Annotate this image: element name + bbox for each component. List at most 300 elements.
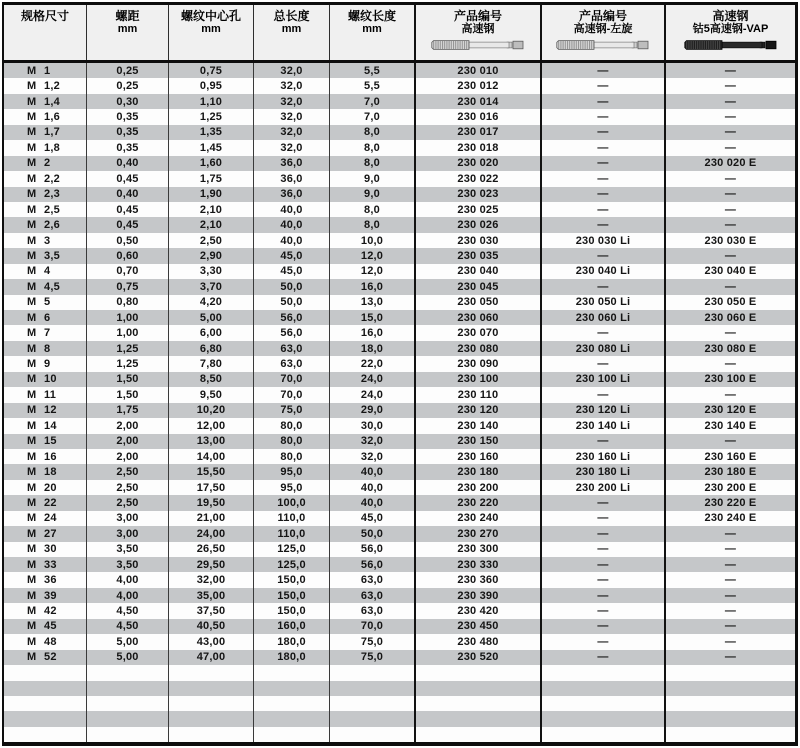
value-cell xyxy=(168,665,253,680)
value-cell: 230 045 xyxy=(414,279,540,294)
header-label: 产品编号 xyxy=(578,9,627,23)
value-cell: 32,0 xyxy=(253,94,329,109)
value-cell: 24,00 xyxy=(168,526,253,541)
table-row xyxy=(4,403,795,418)
value-cell: 9,0 xyxy=(329,171,414,186)
table-row xyxy=(4,603,795,618)
tap-tool-light-icon xyxy=(556,39,650,51)
spec-prefix: M xyxy=(27,111,37,124)
spec-cell xyxy=(4,711,86,726)
value-cell: — xyxy=(540,63,664,78)
spec-prefix: M xyxy=(27,574,37,587)
spec-prefix: M xyxy=(27,558,37,571)
table-row xyxy=(4,217,795,232)
value-cell: 24,0 xyxy=(329,372,414,387)
value-cell: 12,0 xyxy=(329,264,414,279)
spec-prefix: M xyxy=(27,496,37,509)
header-product-hss xyxy=(414,5,540,60)
spec-prefix: M xyxy=(27,265,37,278)
table-row xyxy=(4,248,795,263)
value-cell: 230 240 E xyxy=(664,511,795,526)
value-cell: 110,0 xyxy=(253,511,329,526)
table-row xyxy=(4,681,795,696)
spec-number: 45 xyxy=(44,620,57,633)
value-cell: 63,0 xyxy=(329,588,414,603)
spec-number: 36 xyxy=(44,574,57,587)
value-cell: 1,35 xyxy=(168,125,253,140)
spec-cell xyxy=(4,542,86,557)
value-cell: — xyxy=(664,526,795,541)
table-row xyxy=(4,109,795,124)
spec-cell xyxy=(4,619,86,634)
spec-number: 39 xyxy=(44,589,57,602)
value-cell: 7,0 xyxy=(329,109,414,124)
value-cell: 8,0 xyxy=(329,140,414,155)
spec-cell xyxy=(4,572,86,587)
value-cell: 32,0 xyxy=(253,63,329,78)
value-cell: — xyxy=(540,619,664,634)
value-cell xyxy=(253,665,329,680)
value-cell: — xyxy=(664,387,795,402)
value-cell: 35,00 xyxy=(168,588,253,603)
value-cell: 21,00 xyxy=(168,511,253,526)
value-cell: 10,20 xyxy=(168,403,253,418)
tap-tool-dark-icon xyxy=(684,39,778,51)
value-cell: — xyxy=(664,125,795,140)
value-cell xyxy=(414,711,540,726)
value-cell: 150,0 xyxy=(253,603,329,618)
spec-cell xyxy=(4,171,86,186)
value-cell: 26,50 xyxy=(168,542,253,557)
value-cell: 230 030 xyxy=(414,233,540,248)
value-cell: — xyxy=(540,495,664,510)
value-cell: 80,0 xyxy=(253,434,329,449)
spec-prefix: M xyxy=(27,543,37,556)
header-product-hss-left xyxy=(540,5,664,60)
header-unit: mm xyxy=(281,23,302,35)
value-cell: 0,25 xyxy=(86,78,168,93)
value-cell: — xyxy=(664,94,795,109)
tap-tool-light-icon xyxy=(431,39,525,51)
value-cell: 2,50 xyxy=(86,495,168,510)
value-cell: 32,0 xyxy=(329,449,414,464)
value-cell: 0,95 xyxy=(168,78,253,93)
value-cell: 230 090 xyxy=(414,356,540,371)
value-cell: 7,0 xyxy=(329,94,414,109)
value-cell: 3,70 xyxy=(168,279,253,294)
value-cell xyxy=(329,665,414,680)
value-cell: 230 060 xyxy=(414,310,540,325)
spec-prefix: M xyxy=(27,605,37,618)
spec-cell xyxy=(4,140,86,155)
table-row xyxy=(4,78,795,93)
value-cell: — xyxy=(664,140,795,155)
value-cell: 70,0 xyxy=(253,372,329,387)
table-row xyxy=(4,572,795,587)
value-cell: 0,70 xyxy=(86,264,168,279)
spec-cell xyxy=(4,387,86,402)
spec-number: 18 xyxy=(44,466,57,479)
value-cell: 1,75 xyxy=(86,403,168,418)
spec-prefix: M xyxy=(27,419,37,432)
value-cell: — xyxy=(540,187,664,202)
value-cell: 45,0 xyxy=(253,264,329,279)
value-cell: 15,50 xyxy=(168,464,253,479)
value-cell: 56,0 xyxy=(253,310,329,325)
spec-cell xyxy=(4,418,86,433)
value-cell: 40,0 xyxy=(329,495,414,510)
value-cell: — xyxy=(664,109,795,124)
spec-cell xyxy=(4,495,86,510)
spec-number: 1,6 xyxy=(44,111,60,124)
spec-cell xyxy=(4,603,86,618)
value-cell: 14,00 xyxy=(168,449,253,464)
value-cell: 230 160 xyxy=(414,449,540,464)
table-row xyxy=(4,696,795,711)
value-cell: 0,35 xyxy=(86,140,168,155)
value-cell: 230 200 xyxy=(414,480,540,495)
table-row xyxy=(4,588,795,603)
value-cell: 95,0 xyxy=(253,464,329,479)
spec-prefix: M xyxy=(27,481,37,494)
table-row xyxy=(4,94,795,109)
value-cell: — xyxy=(664,202,795,217)
value-cell: 95,0 xyxy=(253,480,329,495)
spec-cell xyxy=(4,681,86,696)
spec-prefix: M xyxy=(27,249,37,262)
value-cell: 18,0 xyxy=(329,341,414,356)
value-cell xyxy=(329,696,414,711)
table-row xyxy=(4,295,795,310)
value-cell: — xyxy=(664,434,795,449)
value-cell: — xyxy=(540,78,664,93)
value-cell: — xyxy=(540,387,664,402)
value-cell: — xyxy=(540,140,664,155)
spec-number: 1,4 xyxy=(44,95,60,108)
value-cell: 8,0 xyxy=(329,156,414,171)
value-cell: 29,0 xyxy=(329,403,414,418)
spec-number: 4,5 xyxy=(44,280,60,293)
value-cell: 0,35 xyxy=(86,125,168,140)
spec-number: 12 xyxy=(44,404,57,417)
value-cell: 0,30 xyxy=(86,94,168,109)
value-cell: — xyxy=(540,434,664,449)
value-cell: 230 110 xyxy=(414,387,540,402)
value-cell: 63,0 xyxy=(253,341,329,356)
spec-number: 2 xyxy=(44,157,51,170)
table-row xyxy=(4,449,795,464)
value-cell: 4,20 xyxy=(168,295,253,310)
value-cell: 125,0 xyxy=(253,542,329,557)
spec-cell xyxy=(4,696,86,711)
value-cell: 230 030 Li xyxy=(540,233,664,248)
value-cell: 230 330 xyxy=(414,557,540,572)
spec-cell xyxy=(4,665,86,680)
spec-table xyxy=(2,2,798,746)
value-cell: 2,50 xyxy=(86,480,168,495)
spec-cell xyxy=(4,310,86,325)
spec-cell xyxy=(4,356,86,371)
spec-number: 1,8 xyxy=(44,141,60,154)
value-cell xyxy=(253,727,329,742)
value-cell: 3,00 xyxy=(86,511,168,526)
value-cell: 56,0 xyxy=(329,542,414,557)
value-cell: 0,45 xyxy=(86,217,168,232)
value-cell: 230 020 xyxy=(414,156,540,171)
value-cell: 230 030 E xyxy=(664,233,795,248)
value-cell: 1,25 xyxy=(168,109,253,124)
header-label: 螺距 xyxy=(115,9,140,23)
spec-prefix: M xyxy=(27,188,37,201)
value-cell: — xyxy=(664,248,795,263)
table-row xyxy=(4,156,795,171)
spec-number: 30 xyxy=(44,543,57,556)
value-cell: 40,50 xyxy=(168,619,253,634)
table-row xyxy=(4,341,795,356)
spec-prefix: M xyxy=(27,388,37,401)
header-label: 总长度 xyxy=(273,9,310,23)
value-cell: 5,5 xyxy=(329,63,414,78)
value-cell: 17,50 xyxy=(168,480,253,495)
spec-cell xyxy=(4,480,86,495)
spec-number: 1,7 xyxy=(44,126,60,139)
value-cell: — xyxy=(540,279,664,294)
value-cell xyxy=(414,696,540,711)
value-cell: 230 020 E xyxy=(664,156,795,171)
value-cell: 40,0 xyxy=(329,480,414,495)
value-cell: 30,0 xyxy=(329,418,414,433)
value-cell: — xyxy=(540,557,664,572)
value-cell xyxy=(329,727,414,742)
value-cell: 0,60 xyxy=(86,248,168,263)
table-row xyxy=(4,387,795,402)
value-cell: 150,0 xyxy=(253,572,329,587)
table-row xyxy=(4,511,795,526)
value-cell: 0,50 xyxy=(86,233,168,248)
spec-number: 7 xyxy=(44,327,51,340)
value-cell: — xyxy=(664,325,795,340)
value-cell: — xyxy=(664,557,795,572)
value-cell: 24,0 xyxy=(329,387,414,402)
value-cell: 230 025 xyxy=(414,202,540,217)
value-cell: — xyxy=(540,572,664,587)
value-cell: 0,75 xyxy=(168,63,253,78)
value-cell: 50,0 xyxy=(253,295,329,310)
spec-prefix: M xyxy=(27,512,37,525)
value-cell: 8,0 xyxy=(329,217,414,232)
spec-prefix: M xyxy=(27,651,37,664)
value-cell: 80,0 xyxy=(253,449,329,464)
value-cell: 12,00 xyxy=(168,418,253,433)
value-cell: 1,75 xyxy=(168,171,253,186)
value-cell: 230 390 xyxy=(414,588,540,603)
value-cell: 230 120 xyxy=(414,403,540,418)
value-cell xyxy=(540,696,664,711)
spec-number: 15 xyxy=(44,435,57,448)
value-cell: — xyxy=(664,78,795,93)
spec-number: 9 xyxy=(44,358,51,371)
value-cell: 230 060 E xyxy=(664,310,795,325)
value-cell xyxy=(86,696,168,711)
value-cell: 4,50 xyxy=(86,619,168,634)
value-cell: — xyxy=(540,109,664,124)
table-row xyxy=(4,372,795,387)
header-unit: mm xyxy=(201,23,221,35)
spec-prefix: M xyxy=(27,172,37,185)
value-cell: 63,0 xyxy=(253,356,329,371)
value-cell: 0,40 xyxy=(86,187,168,202)
value-cell: 6,00 xyxy=(168,325,253,340)
spec-number: 2,3 xyxy=(44,188,60,201)
spec-prefix: M xyxy=(27,280,37,293)
value-cell: — xyxy=(540,202,664,217)
value-cell: 5,00 xyxy=(86,650,168,665)
value-cell: 32,0 xyxy=(253,78,329,93)
table-row xyxy=(4,125,795,140)
table-row xyxy=(4,711,795,726)
value-cell: 63,0 xyxy=(329,603,414,618)
header-label: 螺纹中心孔 xyxy=(180,9,241,23)
value-cell: 36,0 xyxy=(253,187,329,202)
value-cell: 5,00 xyxy=(86,634,168,649)
value-cell: 3,50 xyxy=(86,542,168,557)
table-row xyxy=(4,310,795,325)
spec-cell xyxy=(4,63,86,78)
value-cell: 2,50 xyxy=(86,464,168,479)
value-cell xyxy=(664,727,795,742)
value-cell: 32,0 xyxy=(253,109,329,124)
value-cell: 230 050 E xyxy=(664,295,795,310)
value-cell: 3,00 xyxy=(86,526,168,541)
value-cell: — xyxy=(540,94,664,109)
table-row xyxy=(4,279,795,294)
value-cell: 230 100 xyxy=(414,372,540,387)
value-cell: — xyxy=(664,217,795,232)
value-cell: — xyxy=(664,279,795,294)
value-cell xyxy=(540,711,664,726)
spec-prefix: M xyxy=(27,95,37,108)
value-cell: 0,45 xyxy=(86,202,168,217)
spec-prefix: M xyxy=(27,311,37,324)
value-cell: 230 040 Li xyxy=(540,264,664,279)
value-cell: 0,40 xyxy=(86,156,168,171)
value-cell: 45,0 xyxy=(329,511,414,526)
spec-cell xyxy=(4,557,86,572)
value-cell: — xyxy=(540,511,664,526)
spec-number: 52 xyxy=(44,651,57,664)
value-cell xyxy=(168,727,253,742)
value-cell: 230 023 xyxy=(414,187,540,202)
value-cell: — xyxy=(664,187,795,202)
value-cell xyxy=(540,727,664,742)
value-cell: — xyxy=(664,634,795,649)
spec-number: 1,2 xyxy=(44,80,60,93)
spec-cell xyxy=(4,434,86,449)
value-cell: 3,50 xyxy=(86,557,168,572)
value-cell: — xyxy=(540,156,664,171)
spec-cell xyxy=(4,464,86,479)
spec-cell xyxy=(4,94,86,109)
value-cell xyxy=(414,727,540,742)
spec-cell xyxy=(4,341,86,356)
value-cell xyxy=(86,665,168,680)
value-cell: 40,0 xyxy=(253,202,329,217)
header-label: 产品编号 xyxy=(453,9,502,23)
value-cell: 230 100 E xyxy=(664,372,795,387)
value-cell: 230 450 xyxy=(414,619,540,634)
header-product-cobalt-vap xyxy=(664,5,795,60)
value-cell: 1,00 xyxy=(86,325,168,340)
header-unit: mm xyxy=(117,23,138,35)
value-cell: 32,0 xyxy=(253,140,329,155)
spec-number: 24 xyxy=(44,512,57,525)
value-cell: 3,30 xyxy=(168,264,253,279)
value-cell: 5,5 xyxy=(329,78,414,93)
value-cell xyxy=(664,681,795,696)
value-cell: 22,0 xyxy=(329,356,414,371)
spec-number: 2,2 xyxy=(44,172,60,185)
value-cell: 230 160 Li xyxy=(540,449,664,464)
value-cell: 180,0 xyxy=(253,650,329,665)
table-body xyxy=(4,63,795,742)
header-thread-length xyxy=(329,5,414,60)
table-row xyxy=(4,418,795,433)
value-cell: 56,0 xyxy=(329,557,414,572)
value-cell: 0,45 xyxy=(86,171,168,186)
value-cell: 19,50 xyxy=(168,495,253,510)
value-cell: 180,0 xyxy=(253,634,329,649)
table-row xyxy=(4,325,795,340)
value-cell: 9,0 xyxy=(329,187,414,202)
spec-number: 3 xyxy=(44,234,51,247)
spec-number: 2,6 xyxy=(44,219,60,232)
spec-cell xyxy=(4,403,86,418)
value-cell: 230 100 Li xyxy=(540,372,664,387)
spec-prefix: M xyxy=(27,141,37,154)
value-cell xyxy=(540,665,664,680)
spec-number: 20 xyxy=(44,481,57,494)
value-cell: 29,50 xyxy=(168,557,253,572)
value-cell xyxy=(414,681,540,696)
spec-number: 11 xyxy=(44,388,57,401)
table-row xyxy=(4,665,795,680)
value-cell: 230 140 E xyxy=(664,418,795,433)
value-cell: 230 220 xyxy=(414,495,540,510)
value-cell xyxy=(414,665,540,680)
value-cell: 230 180 xyxy=(414,464,540,479)
value-cell: 0,80 xyxy=(86,295,168,310)
spec-prefix: M xyxy=(27,80,37,93)
table-row xyxy=(4,557,795,572)
value-cell: — xyxy=(540,325,664,340)
value-cell: 2,00 xyxy=(86,418,168,433)
value-cell: 70,0 xyxy=(329,619,414,634)
value-cell: 2,90 xyxy=(168,248,253,263)
header-sublabel: 高速钢-左旋 xyxy=(573,23,633,35)
value-cell: 230 022 xyxy=(414,171,540,186)
value-cell: 230 070 xyxy=(414,325,540,340)
table-row xyxy=(4,356,795,371)
value-cell: 8,0 xyxy=(329,202,414,217)
header-sublabel: 钴5高速钢-VAP xyxy=(692,23,769,35)
value-cell: 8,0 xyxy=(329,125,414,140)
spec-cell xyxy=(4,727,86,742)
spec-number: 3,5 xyxy=(44,249,60,262)
value-cell: 230 140 Li xyxy=(540,418,664,433)
table-row xyxy=(4,634,795,649)
value-cell: 0,35 xyxy=(86,109,168,124)
spec-cell xyxy=(4,650,86,665)
